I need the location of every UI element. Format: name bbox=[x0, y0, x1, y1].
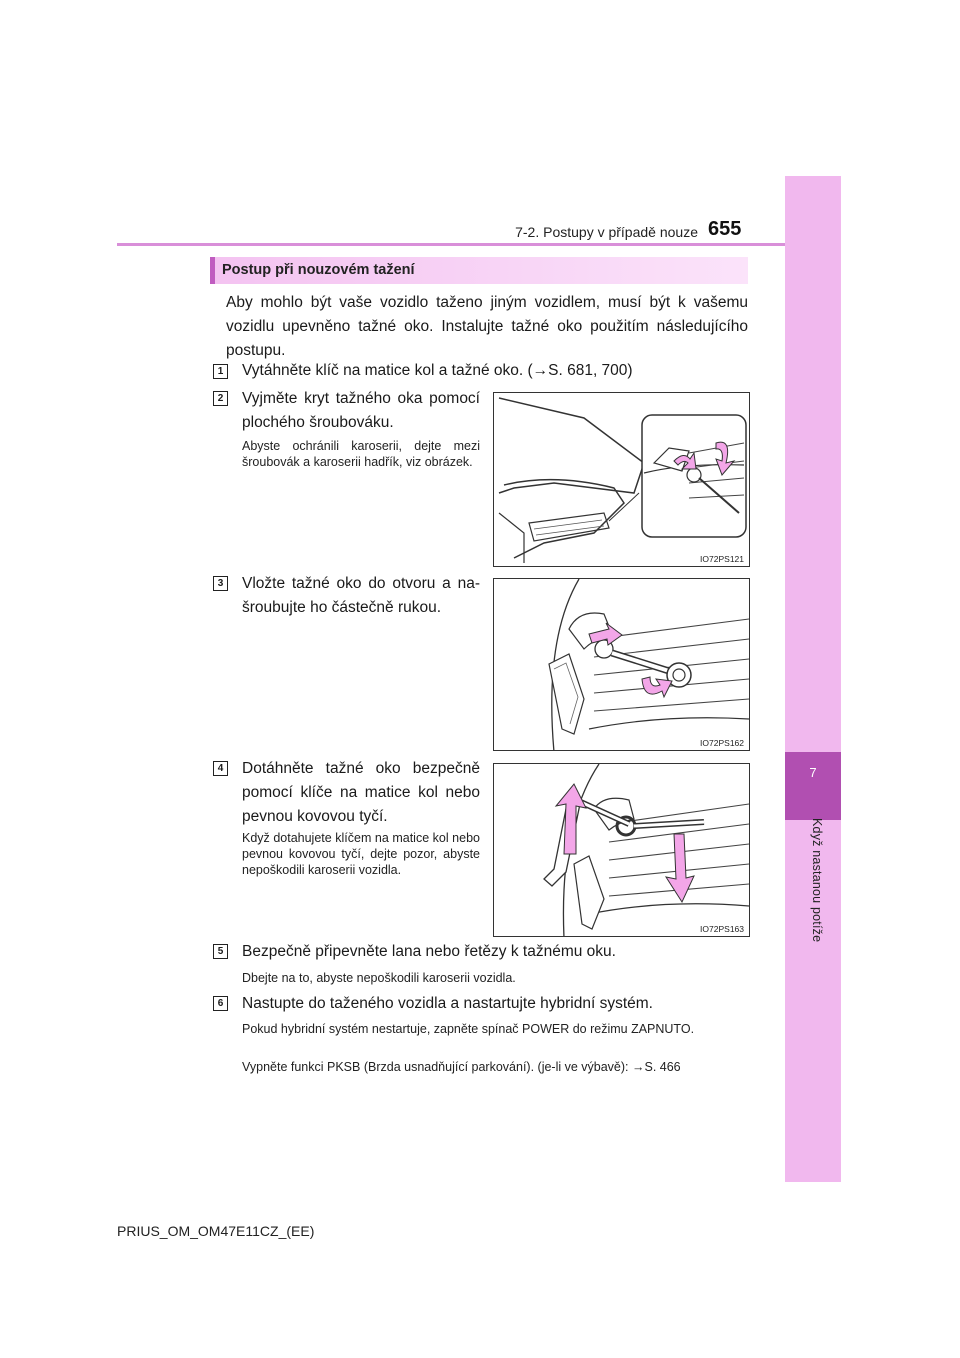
header-section-title: 7-2. Postupy v případě nouze bbox=[515, 224, 698, 240]
section-title: Postup při nouzovém tažení bbox=[222, 262, 415, 278]
towing-eye-insert-illustration bbox=[494, 579, 750, 751]
step-number-5: 5 bbox=[213, 944, 228, 959]
step-6-note: Pokud hybridní systém nestartuje, zapněte spínač POWER do režimu ZAPNUTO. bbox=[242, 1022, 695, 1036]
step-number-3: 3 bbox=[213, 576, 228, 591]
step-number-2: 2 bbox=[213, 391, 228, 406]
header-rule bbox=[117, 243, 785, 246]
footer-document-code: PRIUS_OM_OM47E11CZ_(EE) bbox=[117, 1223, 315, 1239]
step-6-note-2: Vypněte funkci PKSB (Brzda usnadňující parkování). (je-li ve výbavě): →S. 466 bbox=[242, 1060, 681, 1074]
step-4-text: Dotáhněte tažné oko bezpečně pomocí klíče na matice kol nebo pevnou kovovou tyčí. bbox=[242, 760, 480, 825]
step-number-6: 6 bbox=[213, 996, 228, 1011]
section-intro: Aby mohlo být vaše vozidlo taženo jiným vozidlem, musí být k vašemu vozidlu upevněno tažné oko. Instalujte tažné oko použitím následujícího postupu. bbox=[226, 294, 748, 359]
step-4-note: Když dotahujete klíčem na matice kol nebo pevnou kovovou tyčí, dejte pozor, abyste nepoškodili karoserii vozidla. bbox=[242, 831, 480, 877]
figure-tighten-eye bbox=[493, 763, 750, 937]
step-number-4: 4 bbox=[213, 761, 228, 776]
chapter-title: Když nastanou potíže bbox=[810, 818, 824, 943]
figure-code: IO72PS163 bbox=[700, 924, 744, 934]
figure-insert-eye bbox=[493, 578, 750, 751]
step-3-text: Vložte tažné oko do otvoru a našroubujte ho částečně rukou. bbox=[242, 575, 480, 616]
step-5-note: Dbejte na to, abyste nepoškodili karoserii vozidla. bbox=[242, 971, 516, 985]
step-2-text: Vyjměte kryt tažného oka pomocí plochého šroubováku. bbox=[242, 390, 480, 431]
chapter-number-block bbox=[785, 752, 841, 820]
step-5-text: Bezpečně připevněte lana nebo řetězy k tažnému oku. bbox=[242, 943, 616, 960]
figure-remove-cover bbox=[493, 392, 750, 567]
car-front-illustration bbox=[494, 393, 750, 567]
towing-eye-tighten-illustration bbox=[494, 764, 750, 937]
step-number-1: 1 bbox=[213, 364, 228, 379]
figure-code: IO72PS121 bbox=[700, 554, 744, 564]
chapter-number: 7 bbox=[809, 765, 817, 780]
step-1-text: Vytáhněte klíč na matice kol a tažné oko. (→S. 681, 700) bbox=[242, 362, 633, 379]
page-number: 655 bbox=[708, 218, 742, 240]
figure-code: IO72PS162 bbox=[700, 738, 744, 748]
chapter-side-tab bbox=[785, 176, 841, 1182]
step-2-note: Abyste ochránili karoserii, dejte mezi šroubovák a karoserii hadřík, viz obrázek. bbox=[242, 439, 480, 469]
step-6-text: Nastupte do taženého vozidla a nastartujte hybridní systém. bbox=[242, 995, 653, 1012]
